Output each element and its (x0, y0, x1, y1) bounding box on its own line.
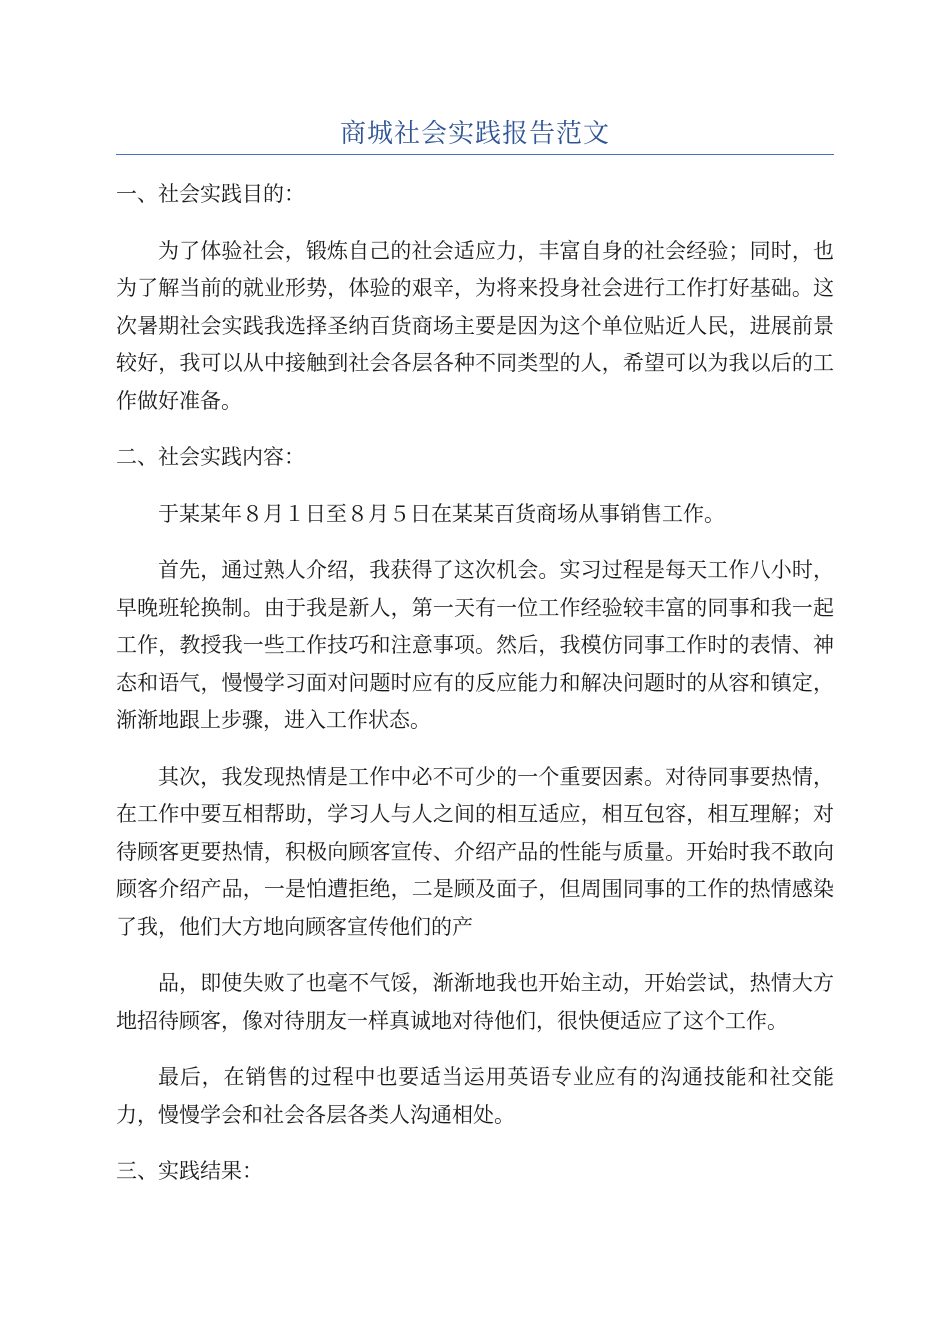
section-heading-results: 三、实践结果： (116, 1159, 263, 1183)
section-heading-content: 二、社会实践内容： (116, 445, 305, 469)
paragraph-purpose: 为了体验社会，锻炼自己的社会适应力，丰富自身的社会经验；同时，也为了解当前的就业形势，体验的艰辛，为将来投身社会进行工作打好基础。这次暑期社会实践我选择圣纳百货商场主要是因为这个单位贴近人民，进展前景较好，我可以从中接触到社会各层各种不同类型的人，希望可以为我以后的工作做好准备。 (116, 238, 834, 413)
section-heading-purpose: 一、社会实践目的： (116, 182, 305, 206)
paragraph-dates: 于某某年８月１日至８月５日在某某百货商场从事销售工作。 (158, 501, 725, 526)
document-title: 商城社会实践报告范文 (339, 119, 610, 149)
document-body (116, 176, 834, 1210)
paragraph-continued: 品，即使失败了也毫不气馁，渐渐地我也开始主动，开始尝试，热情大方地招待顾客，像对待朋友一样真诚地对待他们，很快便适应了这个工作。 (116, 971, 834, 1033)
title-underline (116, 154, 834, 155)
paragraph-first: 首先，通过熟人介绍，我获得了这次机会。实习过程是每天工作八小时，早晚班轮换制。由于我是新人，第一天有一位工作经验较丰富的同事和我一起工作，教授我一些工作技巧和注意事项。然后，我模仿同事工作时的表情、神态和语气，慢慢学习面对问题时应有的反应能力和解决问题时的从容和镇定，渐渐地跟上步骤，进入工作状态。 (116, 558, 834, 732)
paragraph-last: 最后，在销售的过程中也要适当运用英语专业应有的沟通技能和社交能力，慢慢学会和社会各层各类人沟通相处。 (116, 1065, 834, 1127)
paragraph-second: 其次，我发现热情是工作中必不可少的一个重要因素。对待同事要热情，在工作中要互相帮助，学习人与人之间的相互适应，相互包容，相互理解；对待顾客更要热情，积极向顾客宣传、介绍产品的性能与质量。开始时我不敢向顾客介绍产品，一是怕遭拒绝，二是顾及面子，但周围同事的工作的热情感染了我，他们大方地向顾客宣传他们的产 (116, 764, 834, 939)
